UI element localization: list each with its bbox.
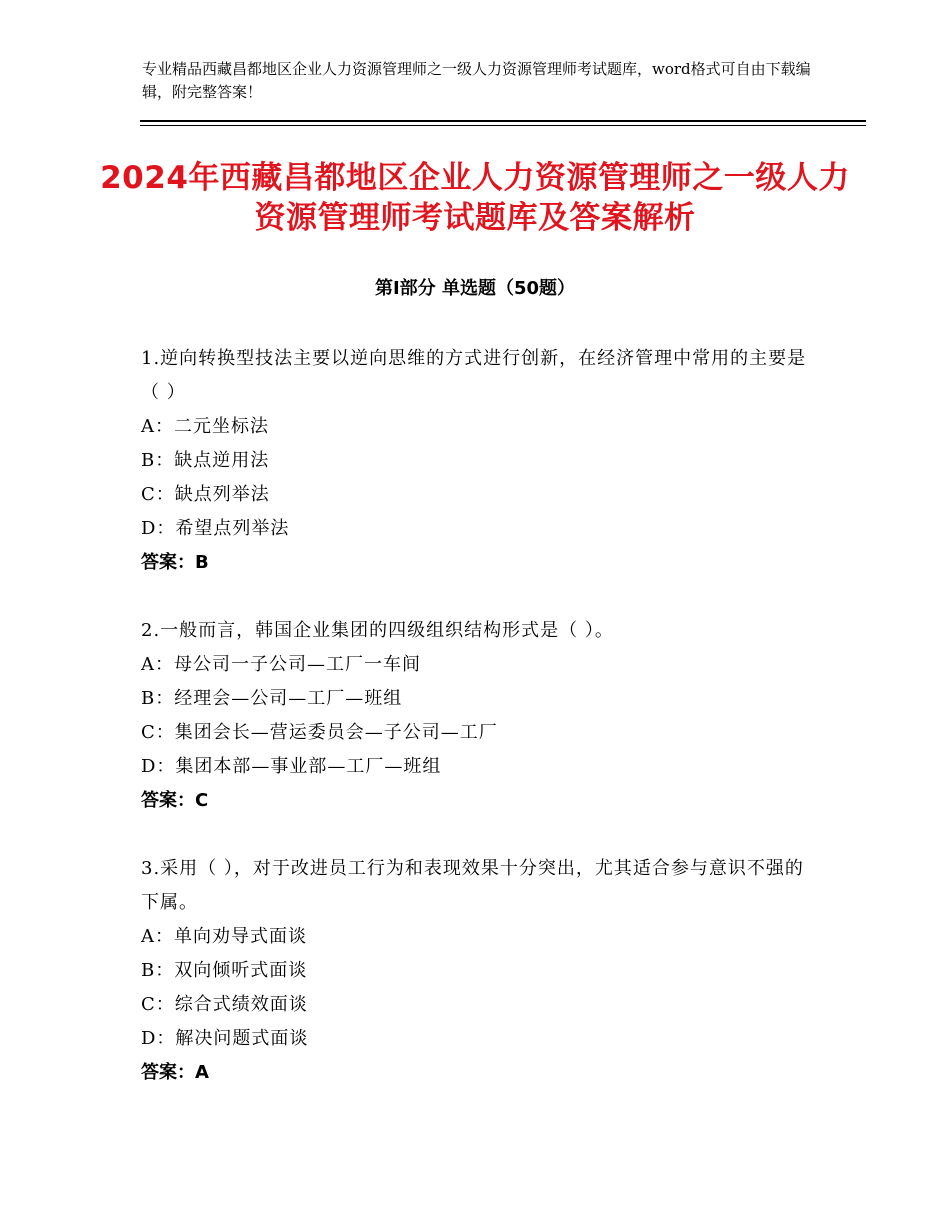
question-list — [141, 342, 821, 1124]
question-3 — [141, 852, 821, 1090]
answer: 答案：A — [141, 1062, 209, 1083]
question-stem: 2.一般而言，韩国企业集团的四级组织结构形式是（ ）。 — [141, 620, 614, 641]
option-d: D：集团本部—事业部—工厂—班组 — [141, 756, 442, 777]
option-d: D：解决问题式面谈 — [141, 1028, 309, 1049]
option-b: B：双向倾听式面谈 — [141, 960, 308, 981]
header-note: 专业精品西藏昌都地区企业人力资源管理师之一级人力资源管理师考试题库，word格式可自由下载编辑，附完整答案！ — [142, 60, 811, 101]
question-stem: 1.逆向转换型技法主要以逆向思维的方式进行创新，在经济管理中常用的主要是（ ） — [141, 348, 807, 403]
answer: 答案：C — [141, 790, 209, 811]
question-1 — [141, 342, 821, 580]
option-c: C：缺点列举法 — [141, 484, 270, 505]
option-b: B：缺点逆用法 — [141, 450, 270, 471]
option-c: C：集团会长—营运委员会—子公司—工厂 — [141, 722, 498, 743]
option-d: D：希望点列举法 — [141, 518, 290, 539]
header-rule-thin — [140, 125, 866, 126]
document-title: 2024年西藏昌都地区企业人力资源管理师之一级人力资源管理师考试题库及答案解析 — [100, 160, 850, 236]
question-stem: 3.采用（ ），对于改进员工行为和表现效果十分突出，尤其适合参与意识不强的下属。 — [141, 858, 804, 913]
option-c: C：综合式绩效面谈 — [141, 994, 308, 1015]
question-2 — [141, 614, 821, 818]
section-title: 第Ⅰ部分 单选题（50题） — [374, 278, 575, 299]
option-b: B：经理会—公司—工厂—班组 — [141, 688, 403, 709]
option-a: A：二元坐标法 — [141, 416, 269, 437]
option-a: A：单向劝导式面谈 — [141, 926, 307, 947]
answer: 答案：B — [141, 552, 209, 573]
header-rule-thick — [140, 120, 866, 122]
option-a: A：母公司一子公司—工厂一车间 — [141, 654, 421, 675]
